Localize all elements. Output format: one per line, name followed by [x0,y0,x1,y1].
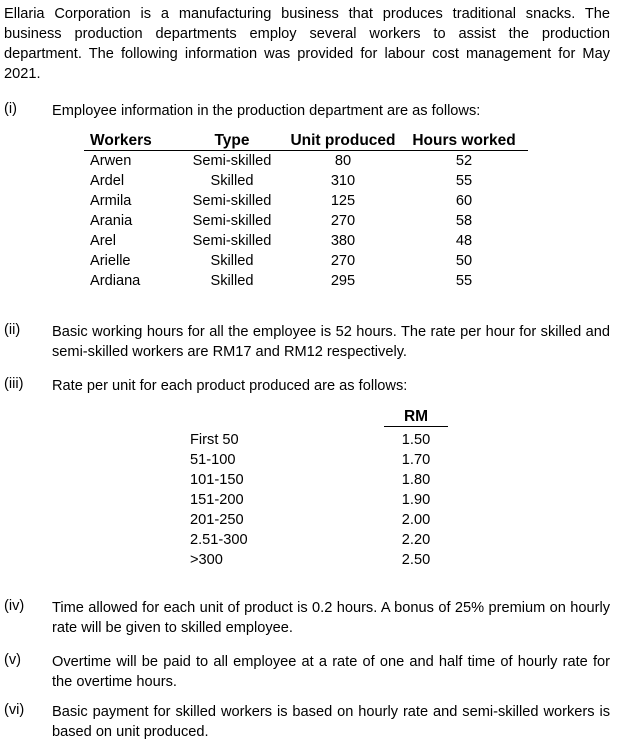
cell-units: 270 [330,213,356,229]
cell-hours: 60 [455,193,473,209]
cell-hours: 48 [455,233,473,249]
rate-value: 1.90 [401,492,431,508]
rate-range: First 50 [190,432,239,448]
cell-units: 380 [330,233,356,249]
cell-hours: 55 [455,173,473,189]
cell-type: Skilled [210,173,254,189]
item-text: Time allowed for each unit of product is 0.2 hours. A bonus of 25% premium on hourly rate will be given to skilled employee. [52,600,610,636]
cell-hours: 55 [455,273,473,289]
employee-table-header [84,132,528,151]
table-row [84,271,528,291]
rate-value: 1.50 [401,432,431,448]
col-header-workers: Workers [84,132,178,151]
cell-units: 80 [334,153,352,169]
rate-range: 101-150 [190,472,244,488]
cell-type: Semi-skilled [192,213,272,229]
intro-paragraph: Ellaria Corporation is a manufacturing business that produces traditional snacks. The business production departments employ several workers to assist the production department. The following information was provided for labour cost management for May 2021. [4,6,610,82]
item-number: (iii) [4,376,24,392]
item-text: Basic working hours for all the employee is 52 hours. The rate per hour for skilled and semi-skilled workers are RM17 and RM12 respectively. [52,324,610,360]
item-text: Overtime will be paid to all employee at a rate of one and half time of hourly rate for the overtime hours. [52,654,610,690]
rate-value: 2.50 [401,552,431,568]
rate-range: 2.51-300 [190,532,248,548]
table-row [84,171,528,191]
item-number: (vi) [4,702,25,718]
item-number: (v) [4,652,22,668]
item-text: Employee information in the production department are as follows: [52,103,481,119]
cell-hours: 58 [455,213,473,229]
col-header-hours-worked: Hours worked [400,132,528,151]
item-number: (iv) [4,598,25,614]
table-row [84,151,528,172]
rate-range: 51-100 [190,452,236,468]
cell-hours: 50 [455,253,473,269]
col-header-type: Type [178,132,286,151]
cell-type: Skilled [210,273,254,289]
item-number: (ii) [4,322,21,338]
table-row [84,231,528,251]
employee-table [84,132,528,291]
rate-table [4,408,610,578]
cell-units: 295 [330,273,356,289]
rate-value: 1.70 [401,452,431,468]
rate-range: >300 [190,552,223,568]
cell-type: Semi-skilled [192,233,272,249]
rate-value: 2.00 [401,512,431,528]
cell-type: Semi-skilled [192,193,272,209]
rate-range: 201-250 [190,512,244,528]
item-text: Rate per unit for each product produced are as follows: [52,378,408,394]
cell-worker: Armila [90,193,132,209]
document-page [4,4,610,740]
cell-worker: Ardel [90,173,125,189]
rate-range: 151-200 [190,492,244,508]
cell-worker: Ardiana [90,273,141,289]
rate-header-rm: RM [384,408,448,427]
cell-type: Semi-skilled [192,153,272,169]
item-number: (i) [4,101,17,117]
cell-worker: Arielle [90,253,131,269]
cell-hours: 52 [455,153,473,169]
cell-units: 270 [330,253,356,269]
table-row [84,191,528,211]
table-row [84,251,528,271]
col-header-unit-produced: Unit produced [286,132,400,151]
cell-worker: Arwen [90,153,132,169]
cell-worker: Arel [90,233,116,249]
cell-units: 125 [330,193,356,209]
cell-type: Skilled [210,253,254,269]
table-row [84,211,528,231]
rate-value: 1.80 [401,472,431,488]
rate-value: 2.20 [401,532,431,548]
item-text: Basic payment for skilled workers is based on hourly rate and semi-skilled workers is based on unit produced. [52,704,610,740]
cell-units: 310 [330,173,356,189]
cell-worker: Arania [90,213,133,229]
